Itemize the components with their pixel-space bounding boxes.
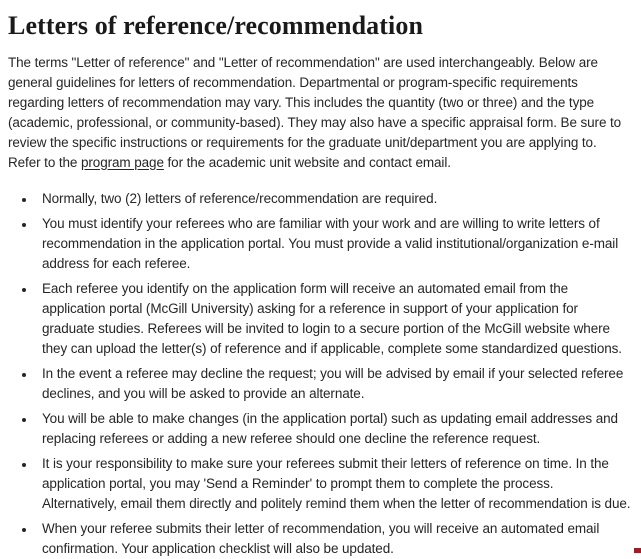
list-item-automated-email: • Each referee you identify on the application form will receive an automated email from the application portal (McGill University) asking for a reference in support of your application for graduate studies. Referees will be invited to login to a secure portion of the McGill website where they can upload the letter(s) of reference and if applicable, complete some standardized questions.	[36, 279, 631, 359]
guidelines-list	[8, 189, 631, 559]
list-item-make-changes: • You will be able to make changes (in the application portal) such as updating email addresses and replacing referees or adding a new referee should one decline the reference request.	[36, 409, 631, 449]
list-item-identify-referees: • You must identify your referees who are familiar with your work and are willing to write letters of recommendation in the application portal. You must provide a valid institutional/organization e-mail address for each referee.	[36, 214, 631, 274]
program-page-link[interactable]: program page	[81, 154, 164, 170]
page-title: Letters of reference/recommendation	[8, 11, 424, 40]
list-item-send-reminder: • It is your responsibility to make sure your referees submit their letters of reference on time. In the application portal, you may 'Send a Reminder' to prompt them to complete the process. Alternatively, email them directly and politely remind them when the letter of recommendation is due.	[36, 454, 631, 514]
list-item-referee-declines: • In the event a referee may decline the request; you will be advised by email if your selected referee declines, and you will be asked to provide an alternate.	[36, 364, 631, 404]
intro-text-after: for the academic unit website and contact email.	[163, 154, 451, 170]
list-item-letters-required: • Normally, two (2) letters of reference/recommendation are required.	[36, 189, 631, 209]
intro-text-before: The terms "Letter of reference" and "Letter of recommendation" are used interchangeably. Below are general guidelines for letters of recommendation. Departmental or program-specific requirements regarding letters of recommendation may vary. This includes the quantity (two or three) and the type (academic, professional, or community-based). They may also have a specific appraisal form. Be sure to review the specific instructions or requirements for the graduate unit/department you are applying to. Refer to the	[8, 54, 622, 170]
intro-paragraph	[8, 53, 631, 173]
list-item-confirmation: • When your referee submits their letter of recommendation, you will receive an automated email confirmation. Your application checklist will also be updated.	[36, 519, 631, 559]
red-corner-fragment	[634, 548, 641, 553]
